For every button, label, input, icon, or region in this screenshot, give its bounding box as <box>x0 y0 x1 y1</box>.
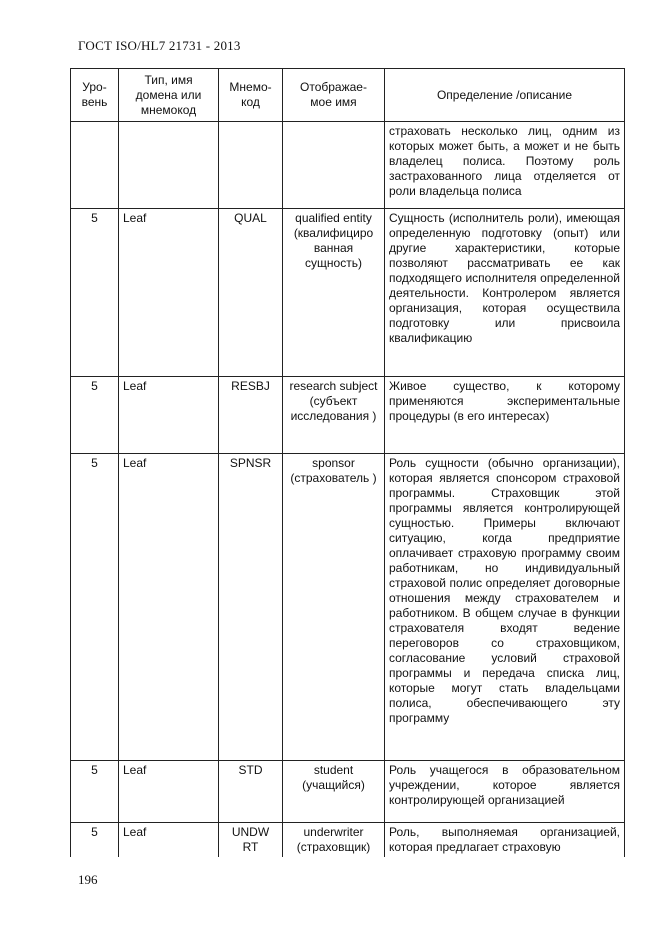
cell-description <box>385 761 625 823</box>
description-text: Роль сущности (обычно организации), которая является спонсором страховой программы. Страховщик этой программы является контролирующей сущностью. Примеры включают ситуацию, когда предприятие оплачивает страховую программу своим работникам, но индивидуальный страховой полис определяет договорные отношения между страхователем и работником. В общем случае в функции страхователя входят ведение переговоров со страховщиком, согласование условий страховой программы и передача списка лиц, которые могут стать владельцами полиса, обеспечивающего эту программу <box>389 456 620 725</box>
cell-code: QUAL <box>219 209 283 377</box>
table-header-row <box>71 69 625 122</box>
column-header-description <box>385 69 625 122</box>
column-header-level <box>71 69 119 122</box>
description-text: Роль, выполняемая организацией, которая предлагает страховую <box>389 825 620 854</box>
cell-display-name <box>283 122 385 209</box>
cell-display-name: student (учащийся) <box>283 761 385 823</box>
description-text: страховать несколько лиц, одним из которых может быть, а может и не быть владелец полиса. Поэтому роль застрахованного лица отделяется от роли владельца полиса <box>389 124 620 198</box>
cell-level: 5 <box>71 454 119 761</box>
document-header: ГОСТ ISO/HL7 21731 - 2013 <box>78 38 241 53</box>
column-header-display-name-label: Отображае- мое имя <box>300 80 367 109</box>
cell-display-name: qualified entity (квалифициро ванная сущность) <box>283 209 385 377</box>
cell-code: UNDW RT <box>219 823 283 858</box>
cell-code <box>219 122 283 209</box>
table-row <box>71 454 625 761</box>
description-text: Роль учащегося в образовательном учреждении, которое является контролирующей организацией <box>389 763 620 807</box>
page-number: 196 <box>78 872 98 887</box>
cell-description <box>385 122 625 209</box>
cell-description <box>385 454 625 761</box>
column-header-type <box>119 69 219 122</box>
column-header-type-label: Тип, имя домена или мнемокод <box>135 72 202 117</box>
cell-display-name: research subject (субъект исследования ) <box>283 377 385 454</box>
cell-level: 5 <box>71 761 119 823</box>
cell-display-name: underwriter (страховщик) <box>283 823 385 858</box>
cell-description <box>385 209 625 377</box>
codes-table <box>70 68 625 857</box>
cell-type: Leaf <box>119 209 219 377</box>
cell-type: Leaf <box>119 454 219 761</box>
column-header-level-label: Уро- вень <box>81 80 108 109</box>
table-row <box>71 122 625 209</box>
column-header-description-label: Определение /описание <box>436 87 573 102</box>
table-row <box>71 761 625 823</box>
cell-description <box>385 377 625 454</box>
cell-level: 5 <box>71 823 119 858</box>
column-header-code <box>219 69 283 122</box>
cell-type <box>119 122 219 209</box>
table-row <box>71 209 625 377</box>
cell-level: 5 <box>71 377 119 454</box>
table-row <box>71 823 625 858</box>
column-header-code-label: Мнемо- код <box>229 80 272 109</box>
table-row <box>71 377 625 454</box>
cell-description <box>385 823 625 858</box>
cell-code: RESBJ <box>219 377 283 454</box>
cell-level <box>71 122 119 209</box>
cell-type: Leaf <box>119 823 219 858</box>
cell-type: Leaf <box>119 761 219 823</box>
description-text: Сущность (исполнитель роли), имеющая определенную подготовку (опыт) или другие характеристики, которые позволяют рассматривать ее как подходящего исполнителя определенной деятельности. Контролером является организация, которая осуществила подготовку или присвоила квалификацию <box>389 211 620 345</box>
cell-code: SPNSR <box>219 454 283 761</box>
cell-code: STD <box>219 761 283 823</box>
column-header-display-name <box>283 69 385 122</box>
cell-level: 5 <box>71 209 119 377</box>
cell-display-name: sponsor (страхователь ) <box>283 454 385 761</box>
description-text: Живое существо, к которому применяются экспериментальные процедуры (в его интересах) <box>389 379 620 423</box>
cell-type: Leaf <box>119 377 219 454</box>
